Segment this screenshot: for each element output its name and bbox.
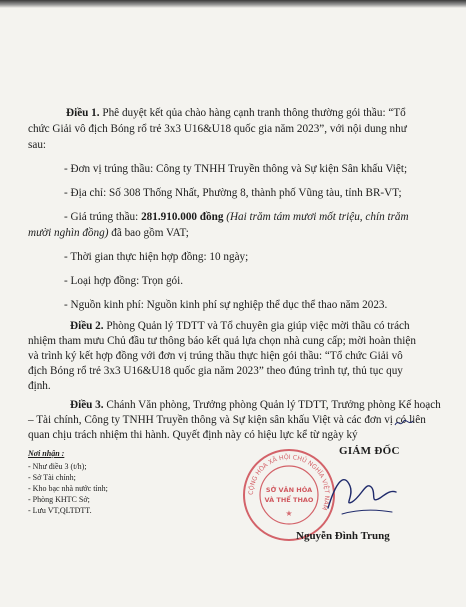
recipients-block xyxy=(28,448,108,516)
stamp-ring-text: CỘNG HÒA XÃ HỘI CHỦ NGHĨA VIỆT NAM xyxy=(247,453,331,511)
article3-label: Điều 3. xyxy=(70,399,104,411)
article1-line3: sau: xyxy=(28,139,47,151)
article1-price-line1: - Giá trúng thầu: 281.910.000 đồng (Hai trăm tám mươi mốt triệu, chín trăm xyxy=(64,211,409,223)
recipient-item: - Sở Tài chính; xyxy=(28,473,76,482)
article2-line4: địch Bóng rổ trẻ 3x3 U16&U18 quốc gia năm 2023” theo đúng trình tự, thủ tục quy xyxy=(28,365,403,377)
article1-price-line2: mười nghìn đồng) đã bao gồm VAT; xyxy=(28,227,189,239)
recipients-list xyxy=(28,461,108,516)
article1-contract-type: - Loại hợp đồng: Trọn gói. xyxy=(64,275,184,287)
article1-line1: Điều 1. Phê duyệt kết qủa chào hàng cạnh tranh thông thường gói thầu: “Tổ xyxy=(66,107,406,119)
article2-line1: Điều 2. Phòng Quản lý TDTT và Tổ chuyên gia giúp việc mời thầu có trách xyxy=(70,320,410,332)
article3-line3: quan chịu trách nhiệm thi hành. Quyết định này có hiệu lực kể từ ngày ký xyxy=(28,429,358,441)
article1-line2: chức Giải vô địch Bóng rổ trẻ 3x3 U16&U18 quốc gia năm 2023”, với nội dung như xyxy=(28,123,407,135)
stamp-center-line1: SỞ VĂN HÓA xyxy=(265,486,313,494)
article3-line1: Điều 3. Chánh Văn phòng, Trưởng phòng Quản lý TDTT, Trưởng phòng Kế hoạch xyxy=(70,399,441,411)
article2-line2: nhiệm tham mưu Chủ đầu tư thông báo kết quả lựa chọn nhà cung cấp; mời hoàn thiện xyxy=(28,335,416,347)
recipient-item: - Lưu VT,QLTDTT. xyxy=(28,506,92,515)
handwritten-signature xyxy=(322,462,400,524)
recipient-item: - Kho bạc nhà nước tỉnh; xyxy=(28,484,108,493)
article2-line5: định. xyxy=(28,380,51,392)
article1-duration: - Thời gian thực hiện hợp đồng: 10 ngày; xyxy=(64,251,249,263)
stamp-center-line2: VÀ THỂ THAO xyxy=(264,496,314,504)
article2-line3: và trình ký kết hợp đồng với đơn vị trúng thầu thực hiện gói thầu: “Tổ chức Giải vô xyxy=(28,350,403,362)
article1-address: - Địa chỉ: Số 308 Thống Nhất, Phường 8, thành phố Vũng tàu, tỉnh BR-VT; xyxy=(64,187,402,199)
article3-line2: – Tài chính, Công ty TNHH Truyền thông và Sự kiện sân khấu Việt và các đơn vị có liên xyxy=(28,414,426,426)
article1-bidder: - Đơn vị trúng thầu: Công ty TNHH Truyền thông và Sự kiện Sân khấu Việt; xyxy=(64,163,408,175)
article1-label: Điều 1. xyxy=(66,107,100,119)
recipient-item: - Phòng KHTC Sở; xyxy=(28,495,90,504)
initials-mark xyxy=(394,418,414,428)
article2-label: Điều 2. xyxy=(70,320,104,332)
svg-text:★: ★ xyxy=(285,509,293,518)
recipient-item: - Như điều 3 (t/h); xyxy=(28,462,87,471)
recipients-heading: Nơi nhận : xyxy=(28,449,65,458)
article1-funding: - Nguồn kinh phí: Nguồn kinh phí sự nghiệp thể dục thể thao năm 2023. xyxy=(64,299,388,311)
winning-price: 281.910.000 đồng xyxy=(141,211,224,223)
signer-name: Nguyễn Đình Trung xyxy=(296,530,390,542)
signer-title: GIÁM ĐỐC xyxy=(339,445,400,457)
